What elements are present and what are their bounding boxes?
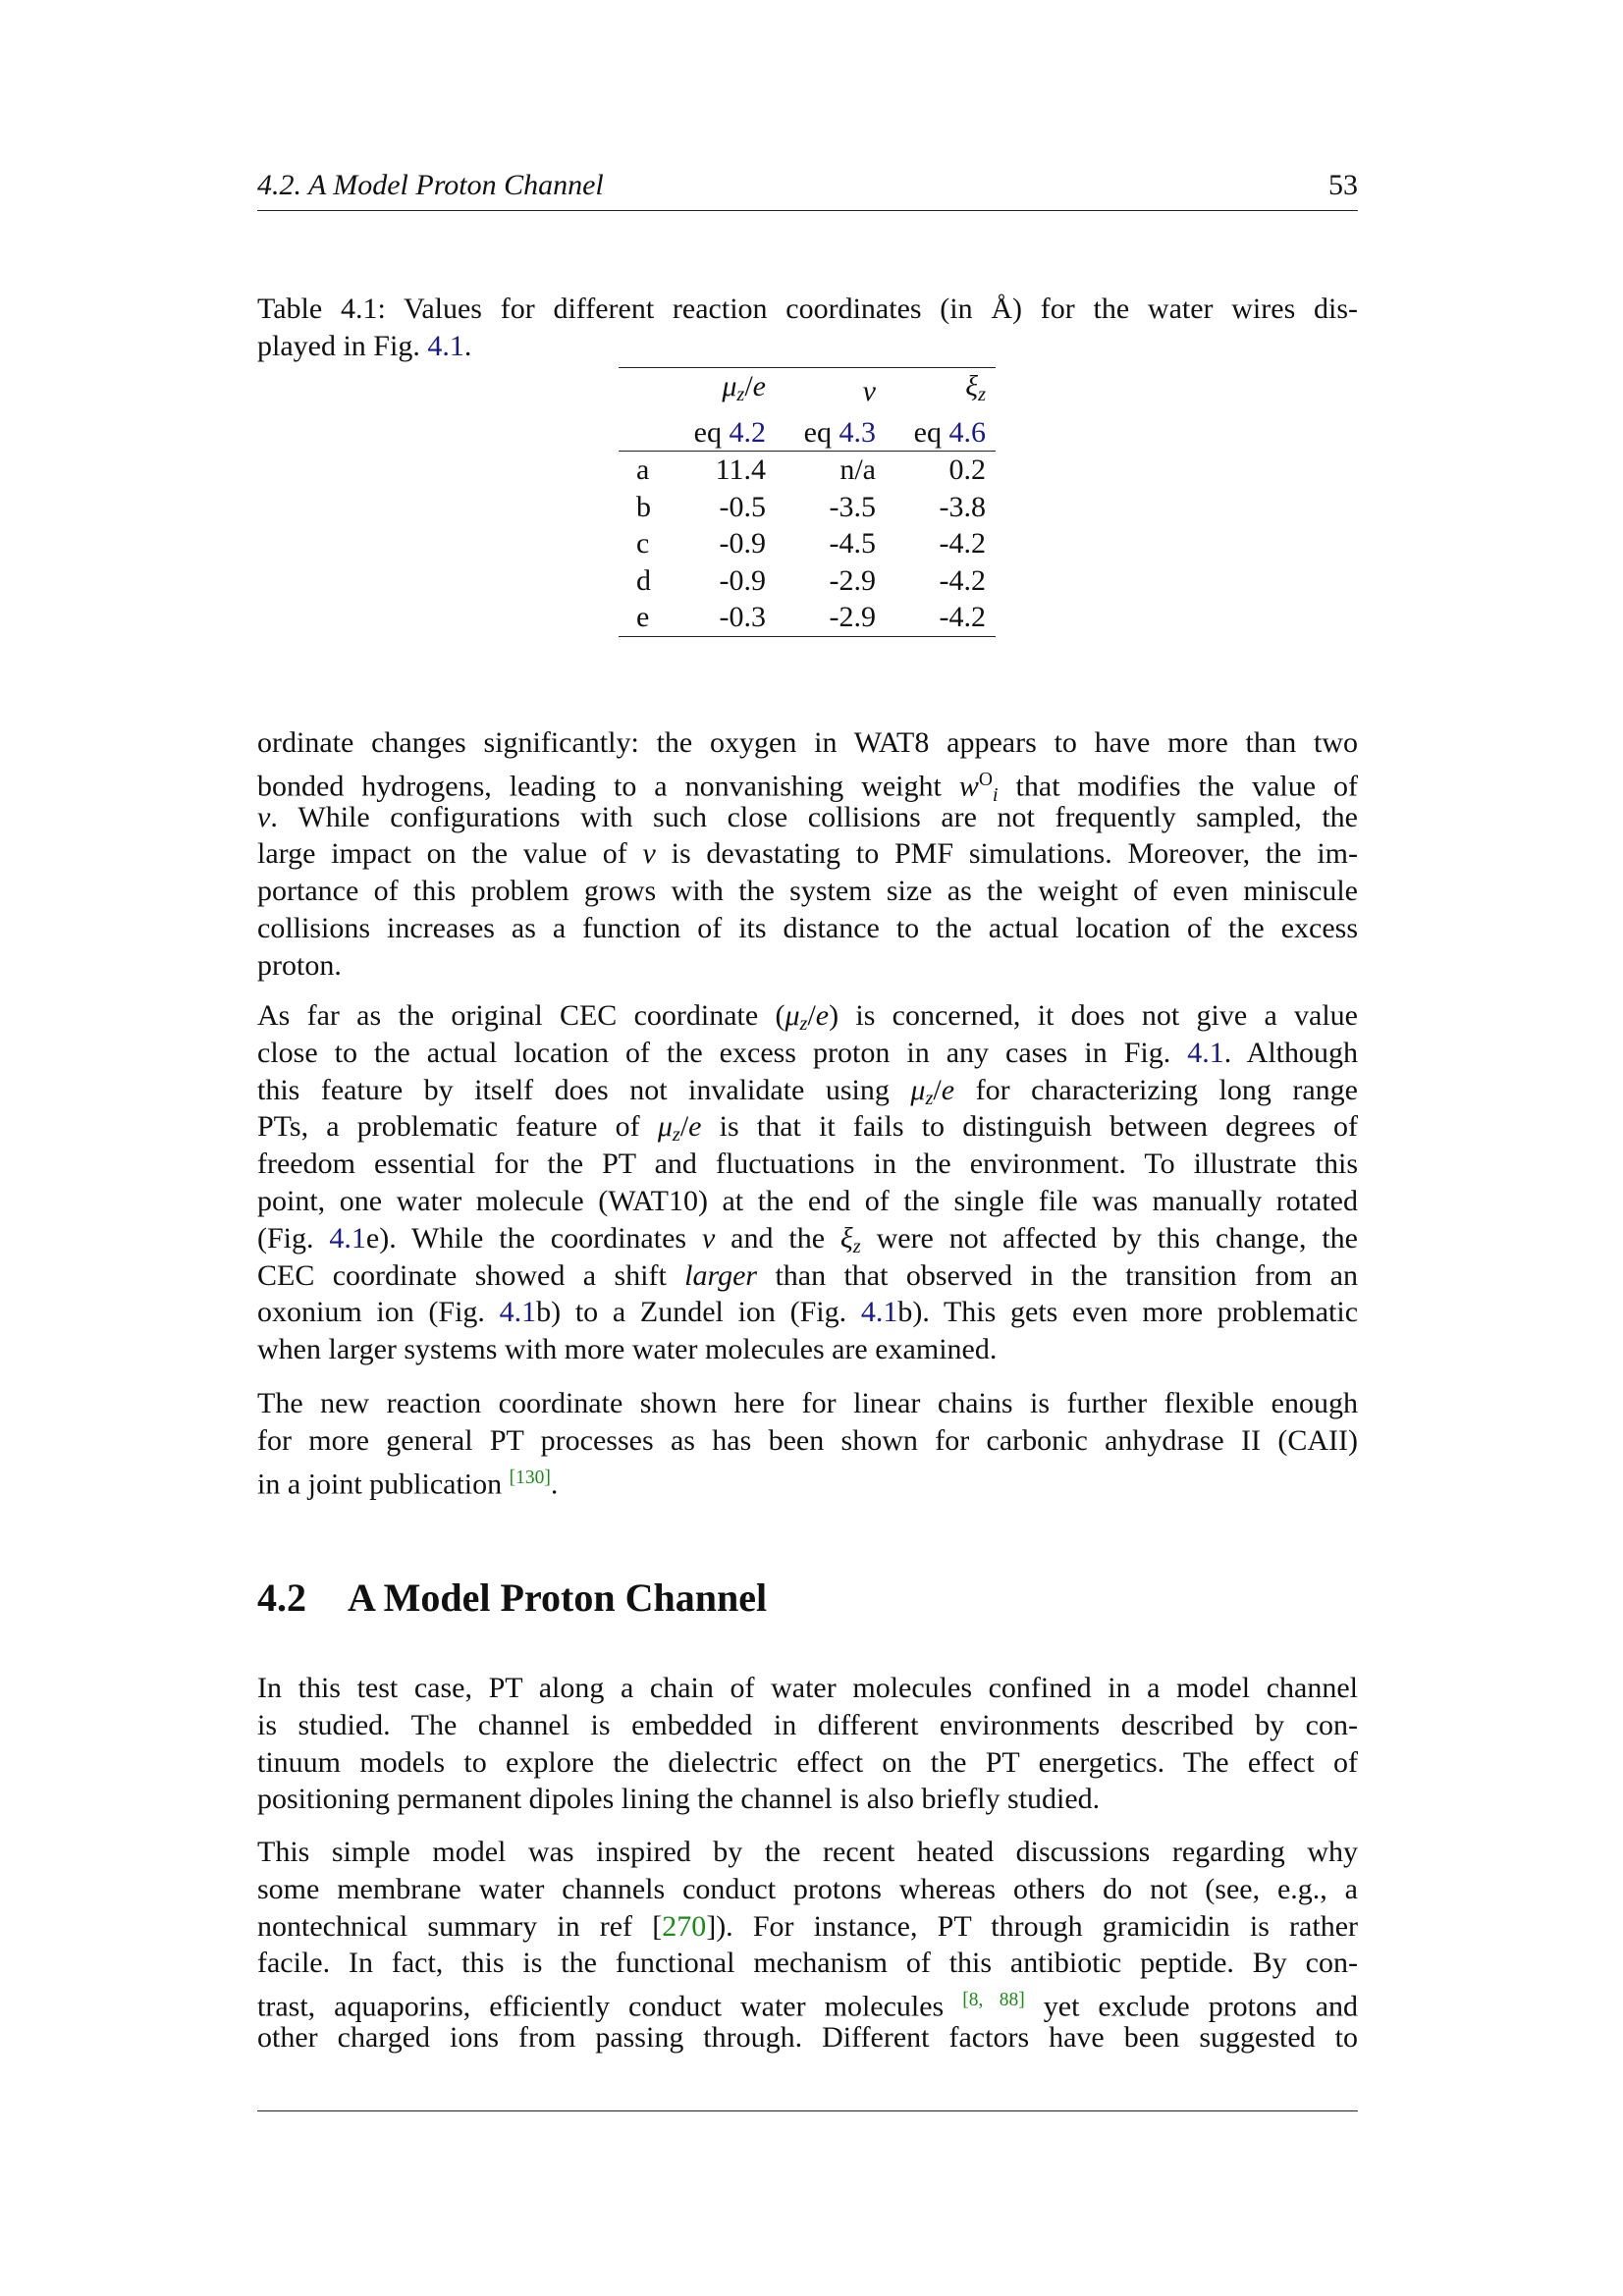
text-run: b) to a Zundel ion (Fig. [536,1296,861,1329]
section-number: 4.2 [257,1575,306,1620]
table-cell: -0.9 [719,563,766,597]
text-run: As far as the original CEC coordinate ( [257,999,785,1032]
table-caption [257,291,1358,365]
reference-link[interactable]: 4.2 [729,415,766,449]
text-run: some membrane water channels conduct protons whereas others do not (see, e.g., a [257,1872,1358,1905]
text-run: b). This gets even more problematic [897,1296,1359,1329]
text-line [257,1460,1358,1501]
text-line [257,1146,1358,1183]
table-cell: -4.2 [939,527,986,561]
text-line [257,1908,1358,1946]
reference-link[interactable]: [130] [509,1467,551,1488]
text-run: / [933,1073,942,1106]
text-run: i [992,783,999,806]
text-run: ]). For instance, PT through gramicidin is rather [706,1909,1359,1943]
page-number: 53 [1328,169,1358,201]
footer-rule [257,2110,1358,2111]
text-line [257,291,1358,328]
text-line [257,799,1358,836]
text-run: oxonium ion (Fig. [257,1296,500,1329]
paragraph [257,1385,1358,1501]
text-run: ν [257,800,271,833]
text-run: than that observed in the transition from an [757,1258,1358,1292]
text-line [257,1834,1358,1871]
text-run: is devastating to PMF simulations. Moreover, the im- [655,837,1358,871]
text-run: (Fig. [257,1221,330,1255]
section-heading [257,1575,767,1621]
text-run: ordinate changes significantly: the oxygen in WAT8 appears to have more than two [257,726,1358,759]
text-line [257,1108,1358,1146]
text-line [257,1670,1358,1707]
text-run: when larger systems with more water molecules are examined. [257,1333,998,1366]
paragraph [257,1834,1358,2056]
text-run: were not affected by this change, the [860,1221,1358,1255]
text-run: CEC coordinate showed a shift [257,1258,685,1292]
text-run: . While configurations with such close collisions are not frequently sampled, the [270,800,1358,833]
text-run: ν [862,374,876,407]
text-line [257,1707,1358,1744]
text-run: in a joint publication [257,1468,510,1501]
running-title: 4.2. A Model Proton Channel [257,169,604,201]
text-run: e [941,1073,955,1106]
header-cell [666,368,776,414]
text-run: trast, aquaporins, efficiently conduct water molecules [257,1990,963,2023]
table-cell: -0.3 [719,601,766,634]
text-run: z [736,384,745,406]
text-run: ξ [839,1221,853,1255]
table-row [619,525,996,562]
text-run: e [752,370,766,402]
eq-cell [666,414,776,452]
row-label: d [636,563,651,597]
text-run: z [978,384,986,406]
text-run: . Although [1223,1036,1358,1069]
text-run: ξ [965,370,979,402]
table-cell: -0.5 [719,490,766,523]
text-run: O [978,769,993,790]
reference-link[interactable]: 4.1 [860,1296,898,1329]
table-row [619,599,996,636]
text-run: / [679,1110,689,1144]
text-run: / [744,370,753,402]
table-cell: 0.2 [948,454,986,487]
text-line [257,1220,1358,1257]
text-line [257,835,1358,873]
text-line [257,1982,1359,2023]
text-run: that modifies the value of [998,770,1358,803]
text-run: The new reaction coordinate shown here for linear chains is further flexible enough [257,1387,1358,1419]
row-label: b [636,490,651,523]
table-cell: -4.2 [939,601,986,634]
paragraph [257,724,1358,985]
text-run: μ [910,1073,926,1106]
header-cell [776,368,886,414]
text-line [257,724,1358,762]
text-line [257,1422,1358,1460]
running-header [257,169,1358,211]
text-run: μ [657,1110,673,1144]
text-run: larger [684,1258,758,1292]
text-run: . [463,329,472,362]
text-run: This simple model was inspired by the recent heated discussions regarding why [257,1836,1358,1868]
text-run: other charged ions from passing through. Different factors have been suggested to [257,2020,1358,2054]
table-cell: -2.9 [829,563,876,597]
text-line [257,1331,1358,1368]
text-run: ν [701,1221,716,1255]
table-eq-row [619,414,996,452]
text-run: PTs, a problematic feature of [257,1110,658,1144]
text-line [257,1294,1358,1331]
text-line [257,1035,1358,1072]
text-line [257,1945,1358,1982]
text-run: played in Fig. [257,329,428,362]
paragraph [257,997,1358,1368]
header-cell [886,368,996,414]
text-run: positioning permanent dipoles lining the channel is also briefly studied. [257,1783,1101,1816]
text-line [257,1072,1358,1109]
reference-link[interactable]: 4.6 [948,415,986,449]
text-line [257,910,1358,947]
text-line [257,1781,1358,1818]
row-label: e [636,601,650,634]
text-run: eq [803,415,839,449]
text-run: portance of this problem grows with the system size as the weight of even miniscule [257,875,1358,908]
text-run: bonded hydrogens, leading to a nonvanishing weight [257,770,959,803]
text-run: facile. In fact, this is the functional mechanism of this antibiotic peptide. By con- [257,1947,1358,1980]
text-run: eq [693,415,730,449]
reference-link[interactable]: 4.3 [839,415,876,449]
reference-link[interactable]: 4.1 [499,1296,537,1329]
text-line [257,1257,1358,1295]
table-row [619,562,996,600]
table-cell: -3.5 [829,490,876,523]
text-line [257,328,1358,365]
table-row [619,489,996,526]
text-run: w [958,770,979,803]
text-run: eq [913,415,949,449]
reference-link[interactable]: 4.1 [329,1221,366,1255]
text-run: e [688,1110,702,1144]
text-run: freedom essential for the PT and fluctuations in the environment. To illustrate this [257,1148,1358,1181]
text-run: nontechnical summary in ref [ [257,1909,663,1943]
eq-cell [776,414,886,452]
text-line [257,2019,1358,2056]
text-run: z [925,1087,934,1109]
table-cell: -4.2 [939,563,986,597]
table-cell: -0.9 [719,527,766,561]
table-cell: -3.8 [939,490,986,523]
text-run: e [815,999,830,1032]
text-line [257,762,1358,806]
row-label: a [636,454,650,487]
text-run: this feature by itself does not invalidate using [257,1073,911,1106]
text-run: / [807,999,816,1032]
text-line [257,997,1358,1035]
reference-link[interactable]: 270 [662,1909,707,1943]
text-run: point, one water molecule (WAT10) at the end of the single file was manually rotated [257,1184,1358,1217]
paragraph [257,1670,1358,1818]
text-line [257,1871,1358,1908]
eq-cell [886,414,996,452]
table-cell: n/a [839,454,876,487]
text-run: is that it fails to distinguish between degrees of [701,1110,1358,1144]
text-run: ν [642,837,656,871]
text-line [257,1744,1358,1782]
text-run: proton. [257,948,342,982]
table-cell: -4.5 [829,527,876,561]
reference-link[interactable]: 4.1 [427,329,464,362]
table-cell: -2.9 [829,601,876,634]
text-run: is studied. The channel is embedded in different environments described by con- [257,1708,1358,1741]
text-run: μ [784,999,800,1032]
row-label: c [636,527,650,561]
reference-link[interactable]: [8, 88] [962,1990,1025,2011]
text-line [257,1183,1358,1220]
text-run: In this test case, PT along a chain of water molecules confined in a model channel [257,1672,1358,1704]
reference-link[interactable]: 4.1 [1187,1036,1224,1069]
text-run: e). While the coordinates [365,1221,702,1255]
table-cell: 11.4 [715,454,766,487]
text-run: z [672,1124,680,1147]
text-run: close to the actual location of the excess proton in any cases in Fig. [257,1036,1188,1069]
text-line [257,873,1358,910]
text-line [257,1385,1358,1422]
text-run: for more general PT processes as has been shown for carbonic anhydrase II (CAII) [257,1423,1358,1457]
text-run: yet exclude protons and [1024,1990,1359,2023]
text-run: and the [715,1221,840,1255]
text-run: z [852,1235,861,1257]
text-run: μ [722,370,737,402]
text-run: collisions increases as a function of its distance to the actual location of the excess [257,911,1358,944]
table-header-row [619,368,996,414]
text-run: tinuum models to explore the dielectric effect on the PT energetics. The effect of [257,1745,1358,1779]
text-run: ) is concerned, it does not give a value [829,999,1358,1032]
text-line [257,947,1358,985]
text-run: large impact on the value of [257,837,643,871]
reaction-coordinates-table [619,367,996,637]
text-run: . [550,1468,559,1501]
text-run: z [799,1013,808,1036]
table-row [619,452,996,489]
text-run: Table 4.1: Values for different reaction coordinates (in Å) for the water wires dis- [257,293,1358,325]
text-run: for characterizing long range [954,1073,1358,1106]
section-title: A Model Proton Channel [348,1575,768,1620]
